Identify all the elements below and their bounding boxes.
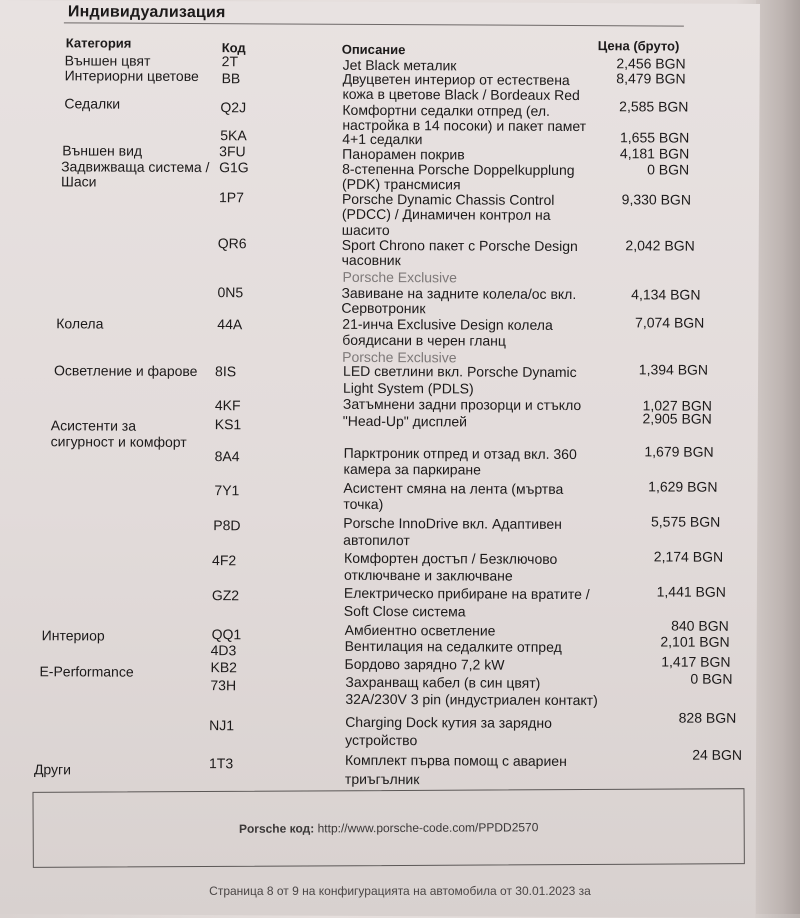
row-description-line-1: Charging Dock кутия за зарядно (345, 713, 552, 731)
table-row (0, 284, 759, 317)
row-description: 4+1 седалки (342, 130, 423, 148)
row-description-line-2: (PDCC) / Динамичен контрол на (341, 205, 551, 223)
row-code: 44A (217, 316, 243, 333)
row-price: 5,575 BGN (650, 513, 721, 530)
row-code: 73H (210, 677, 237, 694)
column-header-description: Описание (341, 41, 406, 58)
row-price: 8,479 BGN (616, 70, 686, 87)
row-description-line-1: Асистент смяна на лента (мъртва (343, 479, 564, 497)
row-description-line-2: отключване и заключване (343, 566, 513, 584)
porsche-code-link[interactable]: http://www.porsche-code.com/PPDD2570 (317, 820, 539, 836)
row-price: 9,330 BGN (621, 191, 692, 208)
row-category: Колела (56, 315, 104, 332)
row-description: Затъмнени задни прозорци и стъкло (342, 395, 582, 414)
page-edge-shadow (756, 0, 800, 914)
row-code: P8D (213, 517, 241, 534)
row-description-line-2: боядисани в черен гланц (342, 331, 506, 349)
row-description-line-2: 32A/230V 3 pin (индустриален контакт) (345, 690, 598, 709)
porsche-code-box (32, 788, 744, 868)
row-price: 24 BGN (692, 746, 743, 763)
column-header-price: Цена (бруто) (597, 38, 680, 54)
row-code: 4F2 (212, 552, 237, 569)
row-description-line-1: Захранващ кабел (в син цвят) (345, 673, 541, 691)
row-category-line-1: Задвижваща система / (61, 158, 210, 176)
row-category-line-2: сигурност и комфорт (50, 433, 187, 450)
row-category: Външен вид (62, 142, 143, 159)
row-description-line-1: Porsche InnoDrive вкл. Адаптивен (343, 514, 562, 532)
row-code: 3FU (219, 143, 246, 160)
row-category: E-Performance (39, 663, 134, 680)
row-category: Други (33, 761, 72, 778)
row-code: NJ1 (209, 717, 235, 734)
row-description: Jet Black металик (342, 56, 457, 74)
row-price: 7,074 BGN (635, 314, 705, 331)
row-description-line-2: автопилот (343, 531, 410, 549)
row-price: 2,905 BGN (642, 410, 712, 427)
row-category: Седалки (64, 95, 121, 112)
row-price: 840 BGN (671, 617, 729, 634)
row-code: 2T (221, 53, 239, 70)
row-description-line-1: 8-степенна Porsche Doppelkupplung (342, 160, 575, 179)
row-category: Външен цвят (64, 52, 151, 69)
row-category-line-1: Асистенти за (50, 417, 137, 434)
column-header-category: Категория (65, 35, 132, 51)
row-description: Амбиентно осветление (344, 621, 496, 639)
row-description-line-1: Електрическо прибиране на вратите / (343, 584, 590, 603)
row-code: 4KF (214, 397, 241, 414)
row-description-line-1: Парктроник отпред и отзад вкл. 360 (343, 444, 577, 463)
row-price: 828 BGN (678, 709, 737, 726)
row-code: GZ2 (211, 587, 240, 604)
row-price: 1,417 BGN (661, 653, 731, 670)
row-price: 0 BGN (690, 670, 733, 687)
row-price: 4,181 BGN (619, 145, 690, 162)
row-description-line-2: камера за паркиране (343, 460, 481, 478)
row-price: 2,174 BGN (653, 548, 724, 565)
porsche-exclusive-note: Porsche Exclusive (342, 348, 457, 366)
row-description-line-1: Комфортен достъп / Безключово (344, 549, 558, 567)
row-description-line-2: настройка в 14 посоки) и пакет памет (342, 116, 587, 135)
row-price: 2,585 BGN (619, 98, 689, 115)
row-code: 0N5 (217, 284, 244, 301)
row-code: BB (221, 70, 241, 87)
row-description: Панорамен покрив (342, 145, 465, 163)
table-row (0, 395, 758, 414)
porsche-code-line (34, 819, 744, 837)
row-category: Осветление и фарове (54, 362, 198, 380)
row-code: QR6 (217, 235, 247, 252)
row-code: 7Y1 (214, 482, 240, 499)
table-row (0, 478, 757, 513)
table-row (0, 314, 758, 349)
row-code: 1T3 (208, 755, 234, 772)
table-row (0, 361, 758, 397)
row-description-line-1: 21-инча Exclusive Design колела (342, 315, 553, 333)
page-title: Индивидуализация (67, 3, 226, 22)
row-description-line-1: Комплект първа помощ с авариен (344, 751, 567, 769)
title-divider (64, 22, 684, 26)
table-row (0, 548, 757, 584)
row-category: Интериорни цветове (64, 67, 199, 85)
page-footer: Страница 8 от 9 на конфигурацията на автомобила от 30.01.2023 за (209, 884, 591, 898)
row-price: 1,441 BGN (656, 583, 726, 600)
row-code: 4D3 (210, 642, 237, 659)
row-code: KB2 (210, 659, 238, 676)
row-code: QQ1 (211, 626, 242, 643)
row-description: Вентилация на седалките отпред (344, 637, 562, 655)
row-description-line-2: кожа в цветове Black / Bordeaux Red (342, 85, 580, 104)
row-price: 1,027 BGN (642, 397, 712, 414)
row-price: 2,042 BGN (625, 237, 695, 254)
row-price: 4,134 BGN (631, 286, 701, 303)
row-price: 1,655 BGN (619, 129, 690, 146)
row-price: 0 BGN (647, 161, 690, 178)
row-description: "Head-Up" дисплей (342, 412, 468, 430)
row-category-line-2: Шаси (61, 173, 97, 190)
row-description-line-3: шасито (341, 221, 390, 239)
row-category: Интериор (41, 627, 105, 644)
row-description-line-1: Sport Chrono пакет с Porsche Design (341, 236, 578, 255)
row-description-line-1: Porsche Dynamic Chassis Control (341, 190, 555, 208)
row-price: 1,629 BGN (648, 478, 718, 495)
row-description-line-2: триъгълник (344, 770, 420, 788)
porsche-code-label: Porsche код: (238, 821, 315, 836)
row-description-line-2: Soft Close система (343, 602, 466, 620)
row-code: 1P7 (218, 189, 244, 206)
table-row (0, 583, 757, 620)
row-description-line-2: устройство (345, 731, 418, 749)
row-description-line-2: Сервотроник (341, 299, 426, 317)
row-description-line-2: Light System (PDLS) (342, 379, 474, 397)
row-description-line-2: часовник (341, 251, 401, 269)
row-price: 2,456 BGN (616, 55, 686, 72)
row-description-line-1: Двуцветен интериор от естествена (342, 70, 570, 88)
row-description: Бордово зарядно 7,2 kW (344, 655, 505, 673)
row-description-line-1: Комфортни седалки отпред (ел. (342, 101, 550, 119)
row-description-line-2: точка) (343, 495, 384, 513)
table-row (0, 709, 756, 749)
column-header-code: Код (221, 40, 246, 56)
row-code: 8A4 (214, 448, 240, 465)
row-price: 2,101 BGN (660, 633, 730, 650)
row-description-line-1: LED светлини вкл. Porsche Dynamic (343, 362, 577, 381)
table-row (0, 746, 756, 788)
table-row (0, 513, 757, 549)
row-code: Q2J (220, 99, 247, 116)
porsche-exclusive-note: Porsche Exclusive (342, 268, 457, 286)
row-code: 5KA (220, 127, 247, 144)
row-code: KS1 (214, 416, 242, 433)
row-price: 1,394 BGN (638, 361, 709, 378)
row-price: 1,679 BGN (644, 443, 714, 460)
row-code: 8IS (215, 363, 237, 380)
row-description-line-1: Завиване на задните колела/ос вкл. (341, 284, 577, 303)
row-description-line-2: (PDK) трансмисия (342, 175, 461, 193)
table-row (0, 410, 758, 450)
row-code: G1G (219, 159, 249, 176)
